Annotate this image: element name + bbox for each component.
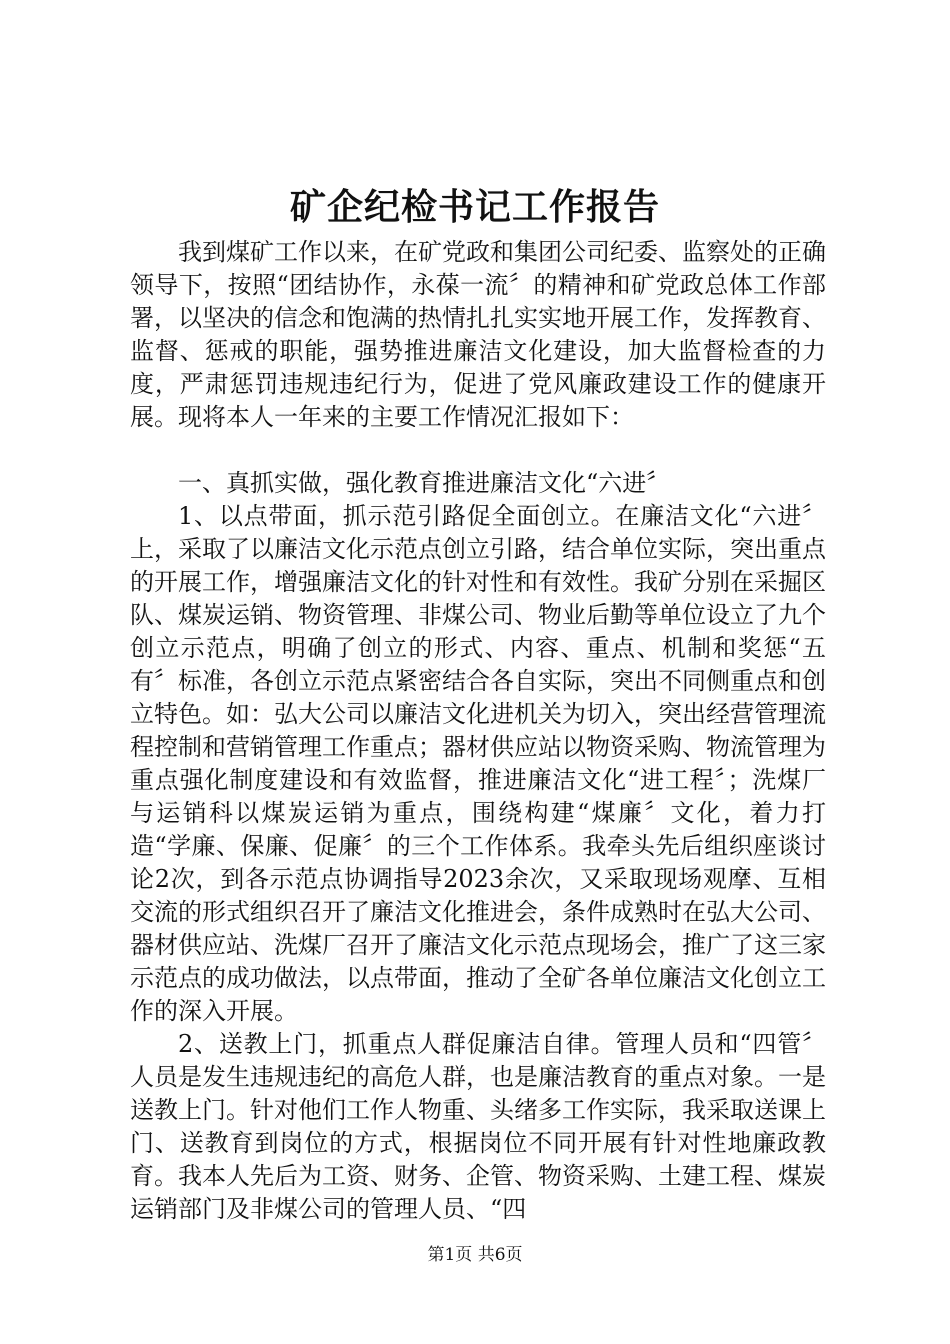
document-title: 矿企纪检书记工作报告 xyxy=(289,186,660,228)
page-number-footer: 第1页 共6页 xyxy=(427,1245,523,1265)
section-heading-1: 一、真抓实做，强化教育推进廉洁文化“六进〞 xyxy=(178,469,671,497)
paragraph-item-1: 1、以点带面，抓示范引路促全面创立。在廉洁文化“六进〞上，采取了以廉洁文化示范点创立引路，结合单位实际，突出重点的开展工作，增强廉洁文化的针对性和有效性。我矿分别在采掘区队、煤炭运销、物资管理、非煤公司、物业后勤等单位设立了九个创立示范点，明确了创立的形式、内容、重点、机制和奖惩“五有〞标准，各创立示范点紧密结合各自实际，突出不同侧重点和创立特色。如：弘大公司以廉洁文化进机关为切入，突出经营管理流程控制和营销管理工作重点；器材供应站以物资采购、物流管理为重点强化制度建设和有效监督，推进廉洁文化“进工程〞；洗煤厂与运销科以煤炭运销为重点，围绕构建“煤廉〞文化，着力打造“学廉、保廉、促廉〞的三个工作体系。我牵头先后组织座谈讨论2次，到各示范点协调指导2023余次，又采取现场观摩、互相交流的形式组织召开了廉洁文化推进会，条件成熟时在弘大公司、器材供应站、洗煤厂召开了廉洁文化示范点现场会，推广了这三家示范点的成功做法，以点带面，推动了全矿各单位廉洁文化创立工作的深入开展。 xyxy=(130,502,826,1025)
document-body xyxy=(130,236,826,1226)
paragraph-intro: 我到煤矿工作以来，在矿党政和集团公司纪委、监察处的正确领导下，按照“团结协作，永葆一流〞的精神和矿党政总体工作部署，以坚决的信念和饱满的热情扎扎实实地开展工作，发挥教育、监督、惩戒的职能，强势推进廉洁文化建设，加大监督检查的力度，严肃惩罚违规违纪行为，促进了党风廉政建设工作的健康开展。现将本人一年来的主要工作情况汇报如下： xyxy=(130,238,826,431)
paragraph-item-2: 2、送教上门，抓重点人群促廉洁自律。管理人员和“四管〞人员是发生违规违纪的高危人群，也是廉洁教育的重点对象。一是送教上门。针对他们工作人物重、头绪多工作实际，我采取送课上门、送教育到岗位的方式，根据岗位不同开展有针对性地廉政教育。我本人先后为工资、财务、企管、物资采购、土建工程、煤炭运销部门及非煤公司的管理人员、“四 xyxy=(130,1030,826,1223)
